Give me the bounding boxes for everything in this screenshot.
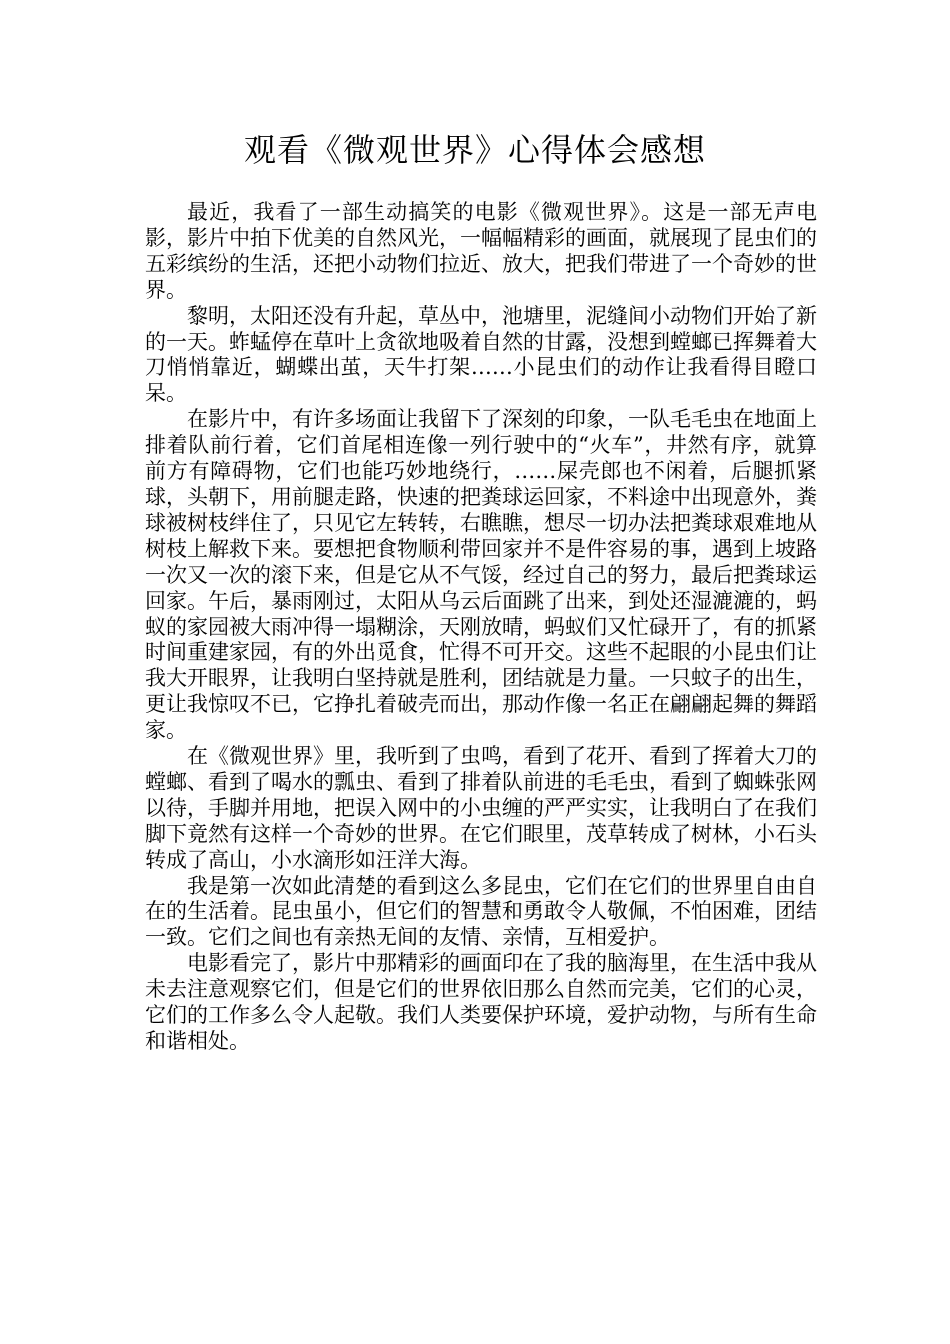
paragraph-6: 电影看完了，影片中那精彩的画面印在了我的脑海里，在生活中我从未去注意观察它们，但是它们的世界依旧那么自然而完美，它们的心灵，它们的工作多么令人起敬。我们人类要保护环境，爱护动物，与所有生命和谐相处。 [145, 951, 817, 1053]
paragraph-1: 最近，我看了一部生动搞笑的电影《微观世界》。这是一部无声电影，影片中拍下优美的自然风光，一幅幅精彩的画面，就展现了昆虫们的五彩缤纷的生活，还把小动物们拉近、放大，把我们带进了一个奇妙的世界。 [145, 200, 817, 302]
paragraph-3: 在影片中，有许多场面让我留下了深刻的印象，一队毛毛虫在地面上排着队前行着，它们首尾相连像一列行驶中的“火车”，井然有序，就算前方有障碍物，它们也能巧妙地绕行，……屎壳郎也不闲着，后腿抓紧球，头朝下，用前腿走路，快速的把粪球运回家，不料途中出现意外，粪球被树枝绊住了，只见它左转转，右瞧瞧，想尽一切办法把粪球艰难地从树枝上解救下来。要想把食物顺利带回家并不是件容易的事，遇到上坡路一次又一次的滚下来，但是它从不气馁，经过自己的努力，最后把粪球运回家。午后，暴雨刚过，太阳从乌云后面跳了出来，到处还湿漉漉的，蚂蚁的家园被大雨冲得一塌糊涂，天刚放晴，蚂蚁们又忙碌开了，有的抓紧时间重建家园，有的外出觅食，忙得不可开交。这些不起眼的小昆虫们让我大开眼界，让我明白坚持就是胜利，团结就是力量。一只蚊子的出生，更让我惊叹不已，它挣扎着破壳而出，那动作像一名正在翩翩起舞的舞蹈家。 [145, 407, 817, 743]
document-title: 观看《微观世界》心得体会感想 [243, 131, 706, 169]
paragraph-4: 在《微观世界》里，我听到了虫鸣，看到了花开、看到了挥着大刀的螳螂、看到了喝水的瓢虫、看到了排着队前进的毛毛虫，看到了蜘蛛张网以待，手脚并用地，把误入网中的小虫缠的严严实实，让我明白了在我们脚下竟然有这样一个奇妙的世界。在它们眼里，茂草转成了树林，小石头转成了高山，小水滴形如汪洋大海。 [145, 744, 817, 872]
document-body [145, 200, 817, 1055]
paragraph-2: 黎明，太阳还没有升起，草丛中，池塘里，泥缝间小动物们开始了新的一天。蚱蜢停在草叶上贪欲地吸着自然的甘露，没想到螳螂已挥舞着大刀悄悄靠近，蝴蝶出茧，天牛打架……小昆虫们的动作让我看得目瞪口呆。 [145, 303, 817, 406]
paragraph-5: 我是第一次如此清楚的看到这么多昆虫，它们在它们的世界里自由自在的生活着。昆虫虽小，但它们的智慧和勇敢令人敬佩，不怕困难，团结一致。它们之间也有亲热无间的友情、亲情，互相爱护。 [145, 873, 817, 950]
